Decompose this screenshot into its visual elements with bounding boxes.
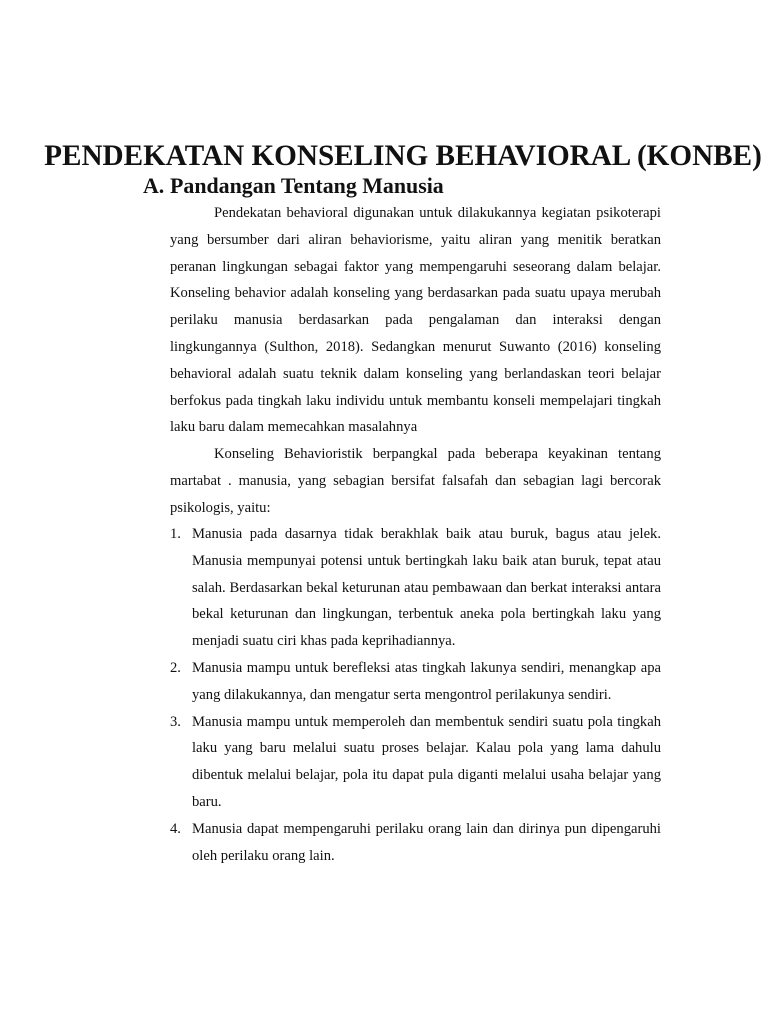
section-heading-text: Pandangan Tentang Manusia [170,173,444,198]
list-item-number: 4. [170,820,181,837]
list-item [170,709,661,816]
list-item-number: 1. [170,526,181,542]
list-item [170,816,661,870]
list-item-number: 2. [170,659,181,676]
list-item [170,655,661,709]
section-heading [143,173,444,198]
list-item [170,521,661,655]
list-item-text: Manusia pada dasarnya tidak berakhlak baik atau buruk, bagus atau jelek. Manusia mempunyai potensi untuk bertingkah laku baik atan buruk, tepat atau salah. Berdasarkan bekal keturunan atau pembawaan dan berkat interaksi antara bekal keturunan dan lingkungan, terbentuk aneka pola bertingkah laku yang menjadi suatu ciri khas pada keprihadiannya. [192,526,661,650]
list-item-text: Manusia mampu untuk berefleksi atas tingkah lakunya sendiri, menangkap apa yang dilakukannya, dan mengatur serta mengontrol perilakunya sendiri. [192,659,661,703]
page-title: PENDEKATAN KONSELING BEHAVIORAL (KONBE) [44,140,762,172]
list-item-text: Manusia dapat mempengaruhi perilaku orang lain dan dirinya pun dipengaruhi oleh perilaku orang lain. [192,820,661,864]
list-item-number: 3. [170,713,181,730]
list-item-text: Manusia mampu untuk memperoleh dan membentuk sendiri suatu pola tingkah laku yang baru melalui suatu proses belajar. Kalau pola yang lama dahulu dibentuk melalui belajar, pola itu dapat pula diganti melalui usaha belajar yang baru. [192,713,661,810]
section-letter: A. [143,173,165,198]
belief-list [170,521,661,869]
paragraph-2: Konseling Behavioristik berpangkal pada beberapa keyakinan tentang martabat . manusia, yang sebagian bersifat falsafah dan sebagian lagi bercorak psikologis, yaitu: [170,446,661,516]
paragraph-1: Pendekatan behavioral digunakan untuk dilakukannya kegiatan psikoterapi yang bersumber dari aliran behaviorisme, yaitu aliran yang menitik beratkan peranan lingkungan sebagai faktor yang mempengaruhi seseorang dalam belajar. Konseling behavior adalah konseling yang berdasarkan pada suatu upaya merubah perilaku manusia berdasarkan pada pengalaman dan interaksi dengan lingkungannya (Sulthon, 2018). Sedangkan menurut Suwanto (2016) konseling behavioral adalah suatu teknik dalam konseling yang berlandaskan teori belajar berfokus pada tingkah laku individu untuk membantu konseli mempelajari tingkah laku baru dalam memecahkan masalahnya [170,205,661,436]
